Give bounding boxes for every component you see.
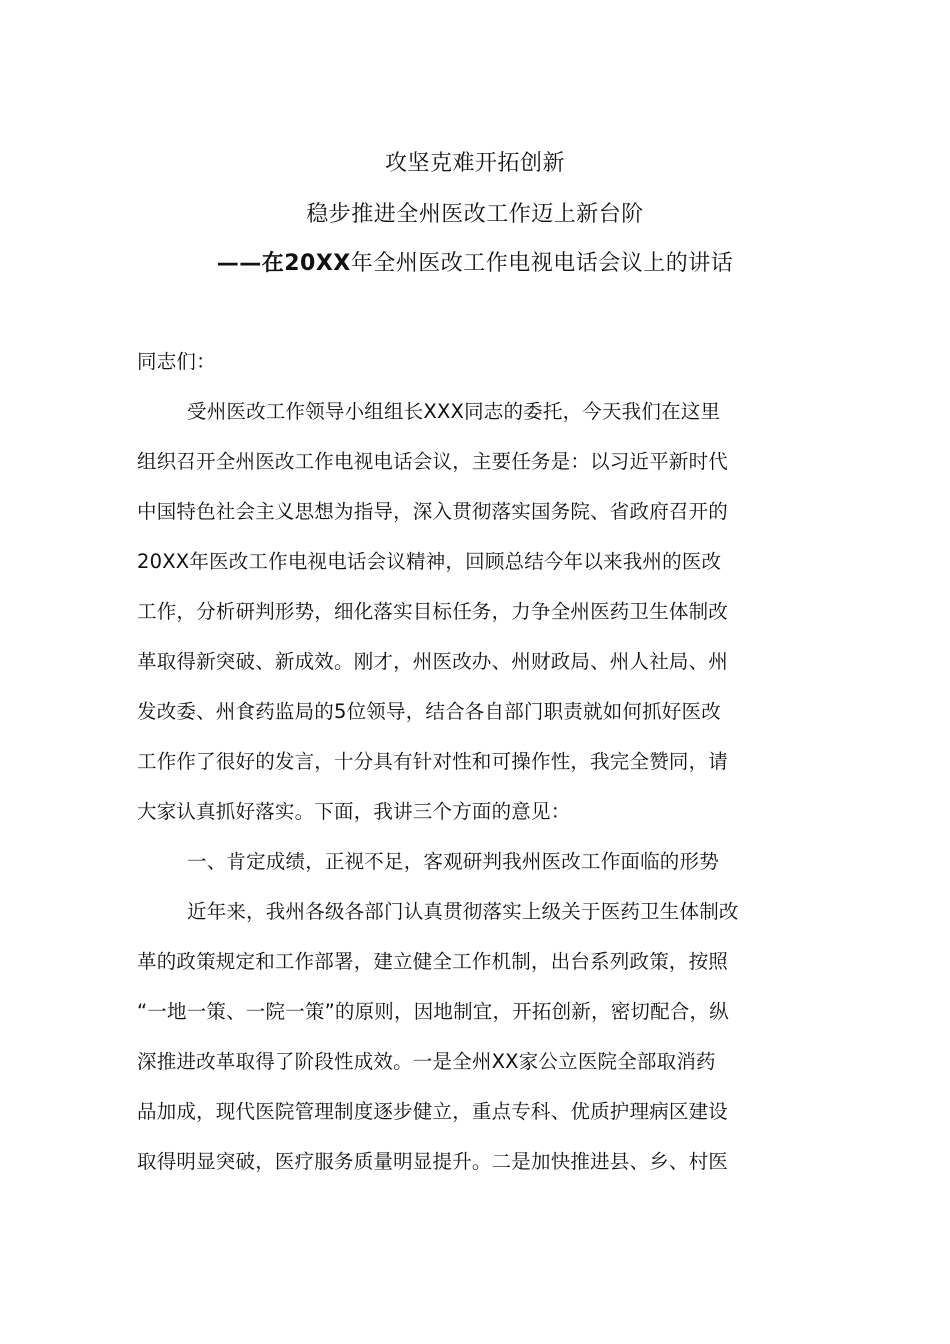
section-heading: 一、肯定成绩，正视不足，客观研判我州医改工作面临的形势: [187, 850, 719, 873]
paragraph-line: 大家认真抓好落实。下面，我讲三个方面的意见：: [137, 800, 571, 823]
paragraph-line: 组织召开全州医改工作电视电话会议，主要任务是：以习近平新时代: [137, 450, 729, 473]
paragraph-line: 受州医改工作领导小组组长XXX同志的委托，今天我们在这里: [187, 400, 721, 423]
paragraph-line: 取得明显突破，医疗服务质量明显提升。二是加快推进县、乡、村医: [137, 1150, 729, 1173]
title-line-2: 稳步推进全州医改工作迈上新台阶: [306, 202, 644, 227]
title-rest: 年全州医改工作电视电话会议上的讲话: [350, 251, 734, 276]
paragraph-line: 革取得新突破、新成效。刚才，州医改办、州财政局、州人社局、州: [137, 650, 729, 673]
paragraph-line: 工作作了很好的发言，十分具有针对性和可操作性，我完全赞同，请: [137, 750, 729, 773]
paragraph-line: 20XX年医改工作电视电话会议精神，回顾总结今年以来我州的医改: [137, 550, 722, 573]
title-dash: ——在: [216, 251, 285, 276]
paragraph-line: 革的政策规定和工作部署，建立健全工作机制，出台系列政策，按照: [137, 950, 729, 973]
paragraph-line: “一地一策、一院一策”的原则，因地制宜，开拓创新，密切配合，纵: [137, 1000, 729, 1023]
paragraph-line: 品加成，现代医院管理制度逐步健立，重点专科、优质护理病区建设: [137, 1100, 729, 1123]
title-line-3: [0, 246, 950, 277]
paragraph-line: 中国特色社会主义思想为指导，深入贯彻落实国务院、省政府召开的: [137, 500, 729, 523]
paragraph-line: 深推进改革取得了阶段性成效。一是全州XX家公立医院全部取消药: [137, 1050, 716, 1073]
salutation: 同志们：: [137, 350, 216, 373]
title-line-1: 攻坚克难开拓创新: [384, 151, 565, 176]
paragraph-line: 发改委、州食药监局的5位领导，结合各自部门职责就如何抓好医改: [137, 700, 721, 723]
paragraph-line: 近年来，我州各级各部门认真贯彻落实上级关于医药卫生体制改: [187, 900, 739, 923]
title-year: 20XX: [284, 251, 351, 276]
paragraph-line: 工作，分析研判形势，细化落实目标任务，力争全州医药卫生体制改: [137, 600, 729, 623]
